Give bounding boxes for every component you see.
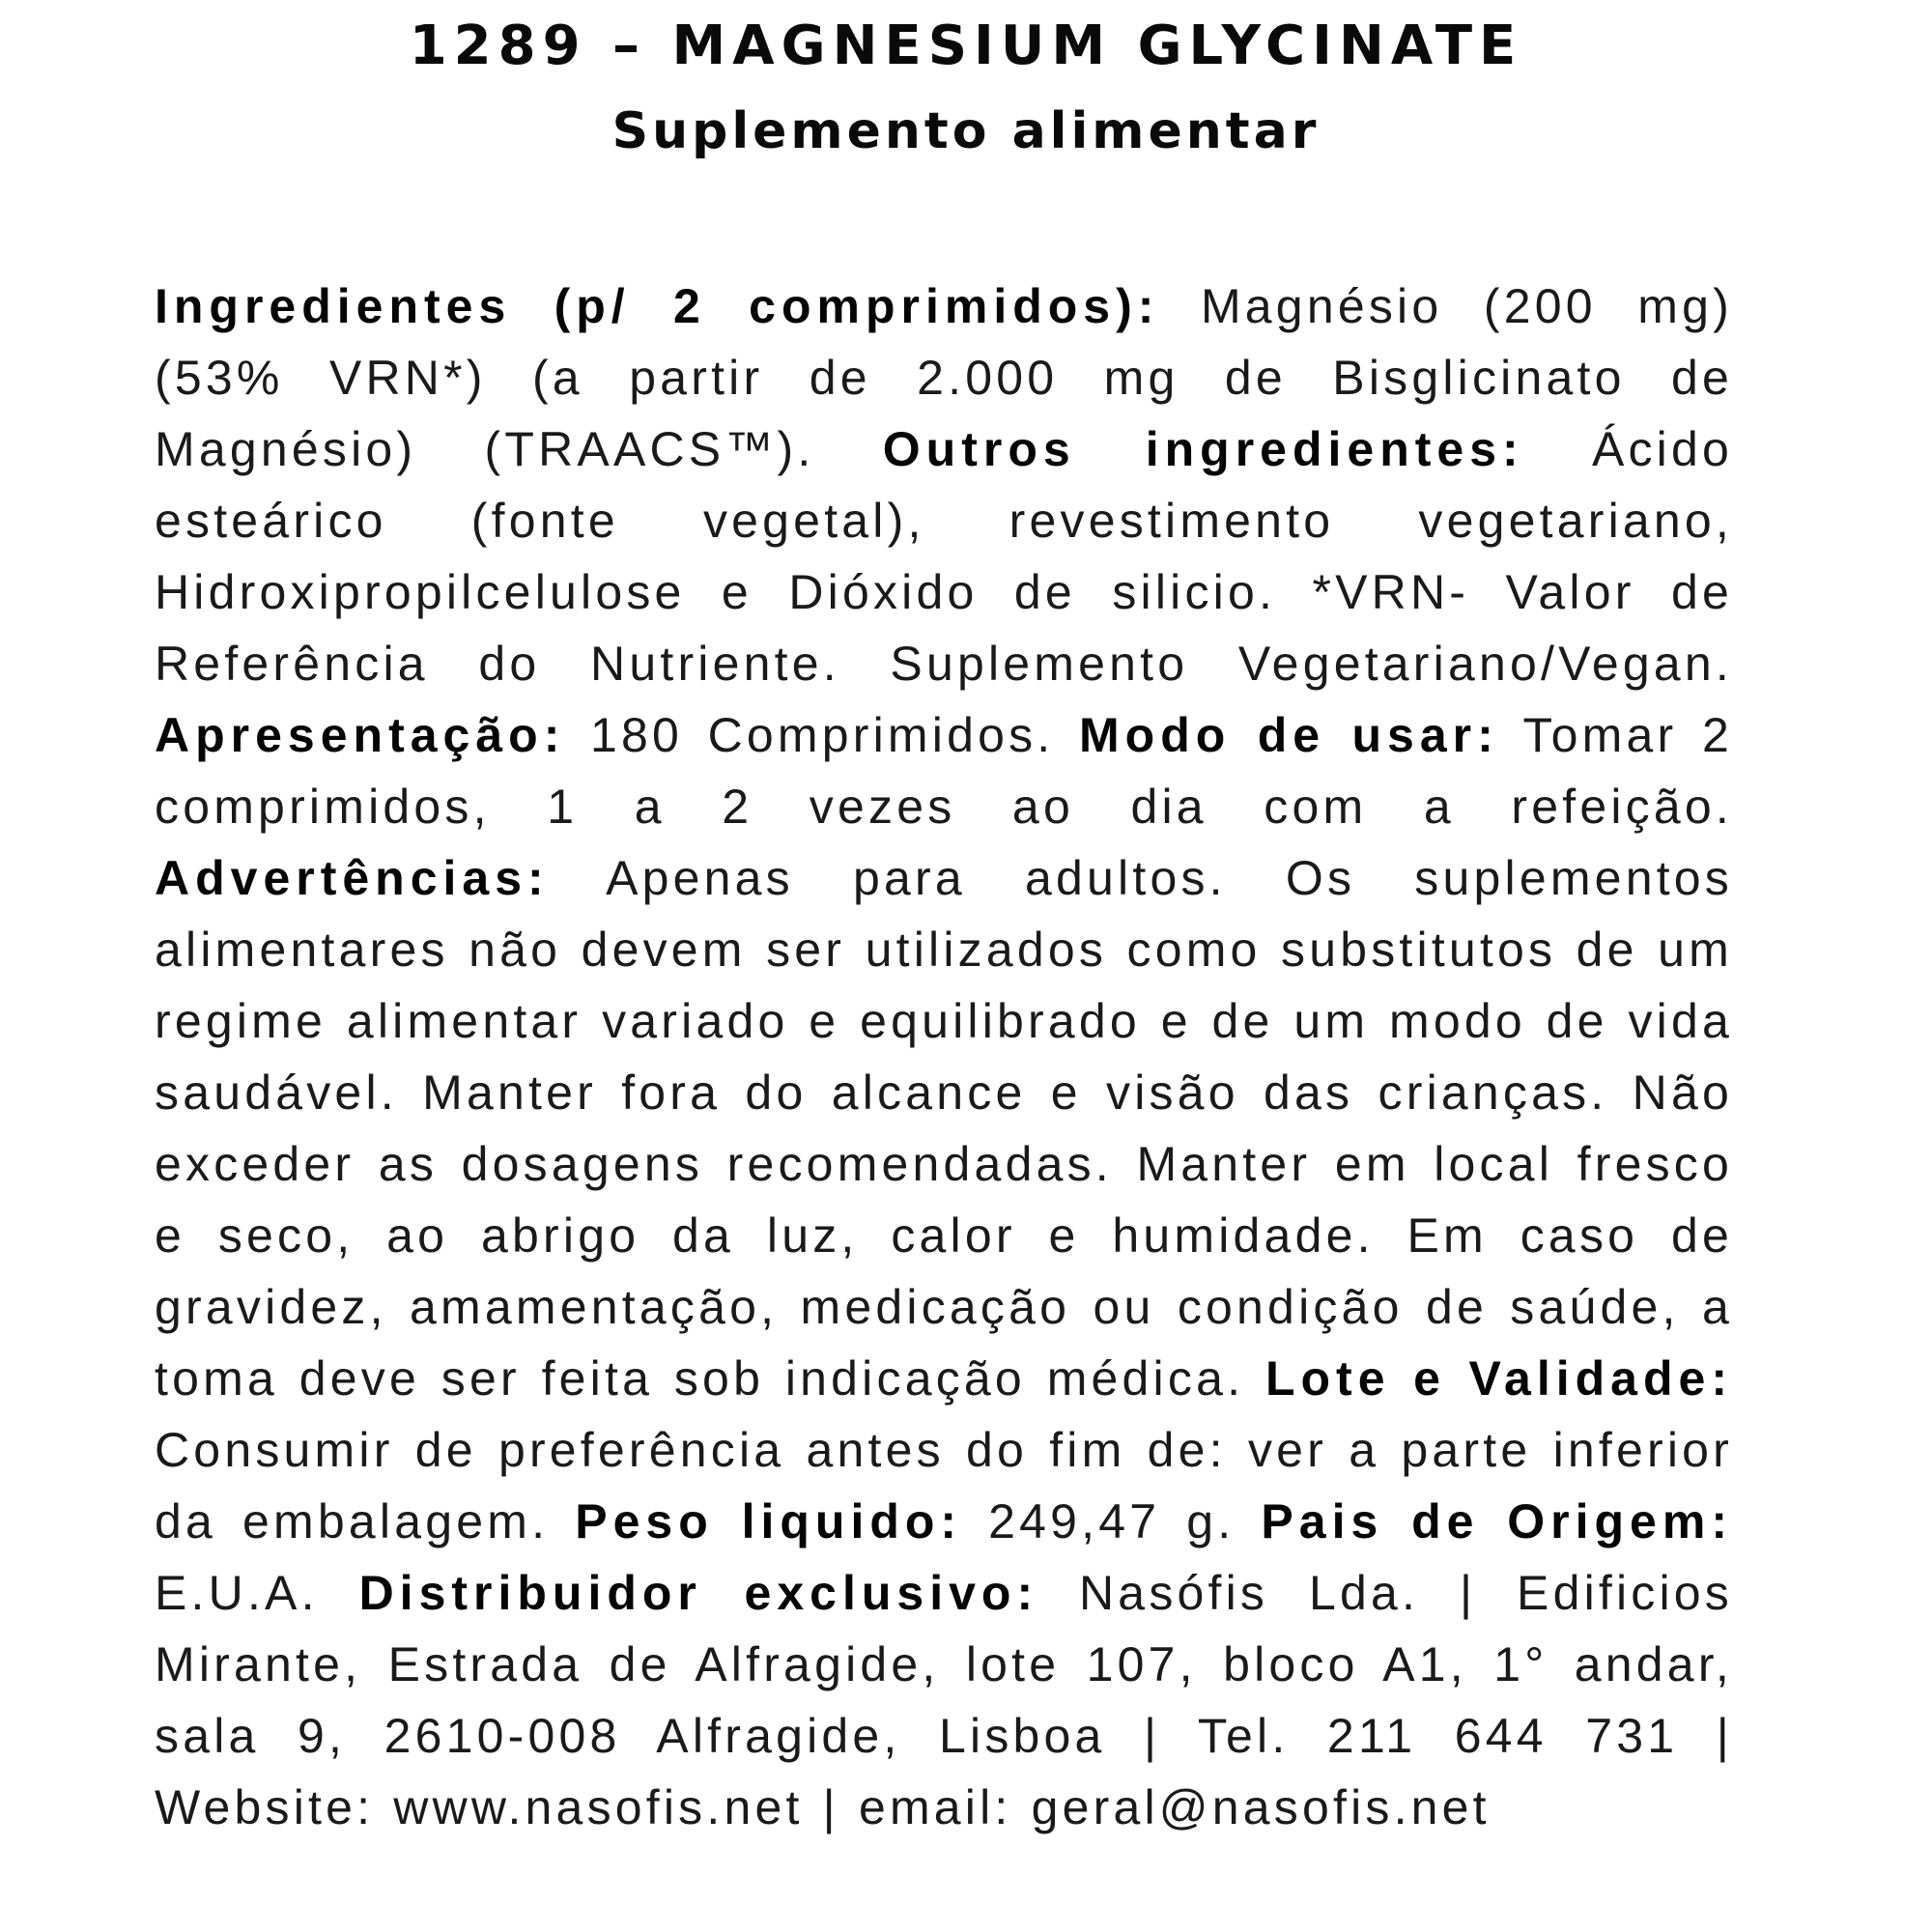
- batch-expiry-text: Consumir de preferência antes do fim de: ver a parte inferior da embalagem.: [155, 1423, 1733, 1548]
- usage-text: Tomar 2 comprimidos, 1 a 2 vezes ao dia com a refeição.: [155, 708, 1734, 834]
- product-title: 1289 – MAGNESIUM GLYCINATE: [409, 14, 1523, 77]
- net-weight-label: Peso liquido:: [575, 1494, 963, 1548]
- ingredients-text: Magnésio (200 mg) (53% VRN*) (a partir de 2.000 mg de Bisglicinato de Magnésio) (TRAACS™).: [155, 279, 1733, 476]
- distributor-label: Distribuidor exclusivo:: [358, 1566, 1039, 1620]
- section-distributor: [155, 1566, 1733, 1834]
- batch-expiry-label: Lote e Validade:: [1264, 1351, 1733, 1406]
- warnings-text: Apenas para adultos. Os suplementos alimentares não devem ser utilizados como substitutos de um regime alimentar variado e equilibrado e de um modo de vida saudável. Manter fora do alcance e visão das crianças. Não exceder as dosagens recomendadas. Manter em local fresco e seco, ao abrigo da luz, calor e humidade. Em caso de gravidez, amamentação, medicação ou condição de saúde, a toma deve ser feita sob indicação médica.: [155, 851, 1733, 1406]
- other-ingredients-text: Ácido esteárico (fonte vegetal), revestimento vegetariano, Hidroxipropilcelulose e Dióxido de silicio. *VRN- Valor de Referência do Nutriente. Suplemento Vegetariano/Vegan.: [155, 422, 1734, 691]
- warnings-label: Advertências:: [155, 851, 550, 905]
- distributor-text: Nasófis Lda. | Edificios Mirante, Estrada de Alfragide, lote 107, bloco A1, 1° andar, sala 9, 2610-008 Alfragide, Lisboa | Tel. 211 644 731 | Website: www.nasofis.net | email: geral@nasofis.net: [155, 1566, 1734, 1834]
- ingredients-label: Ingredientes (p/ 2 comprimidos):: [155, 279, 1160, 333]
- presentation-label: Apresentação:: [155, 708, 566, 762]
- net-weight-text: 249,47 g.: [988, 1494, 1236, 1548]
- usage-label: Modo de usar:: [1079, 708, 1499, 762]
- label-body-paragraph: [155, 270, 1733, 1843]
- section-net-weight: [575, 1494, 1235, 1548]
- section-warnings: [155, 851, 1733, 1406]
- other-ingredients-label: Outros ingredientes:: [882, 422, 1524, 476]
- country-origin-text: E.U.A.: [155, 1566, 319, 1620]
- country-origin-label: Pais de Origem:: [1261, 1494, 1733, 1548]
- product-subtitle: Suplemento alimentar: [611, 102, 1321, 160]
- presentation-text: 180 Comprimidos.: [589, 708, 1055, 762]
- section-presentation: [155, 708, 1054, 762]
